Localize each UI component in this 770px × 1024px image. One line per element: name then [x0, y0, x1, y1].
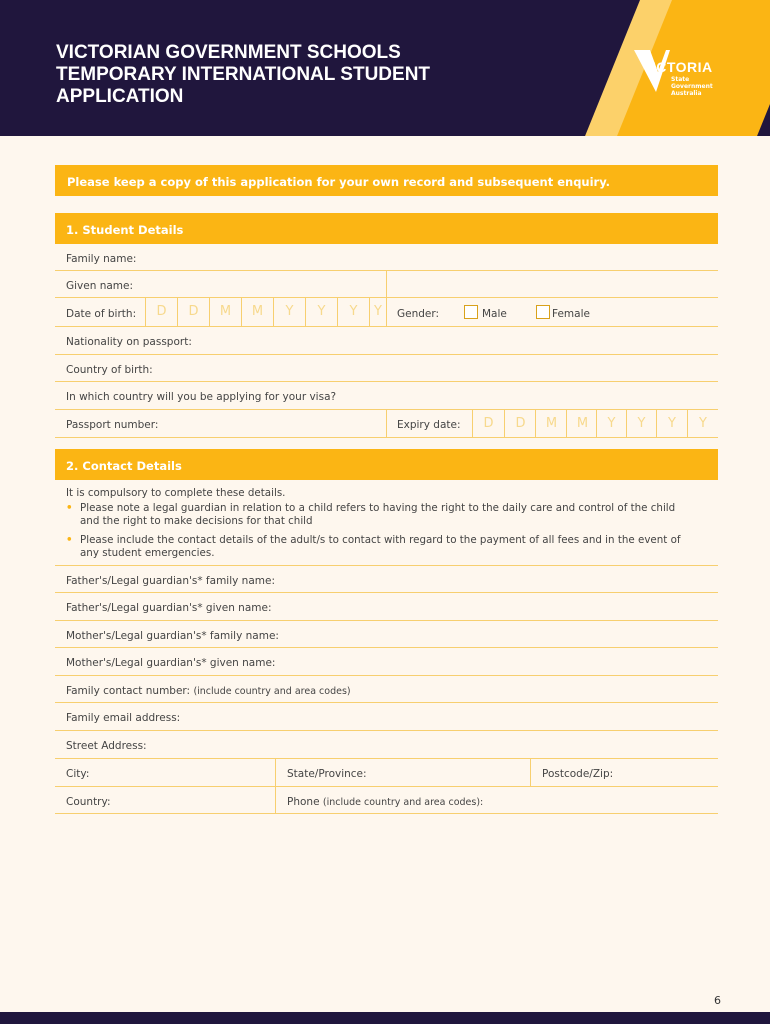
- expiry-year-4[interactable]: Y: [687, 410, 718, 437]
- expiry-month-2[interactable]: M: [566, 410, 598, 437]
- dob-label: Date of birth:: [66, 308, 137, 320]
- phone-text: Phone: [287, 796, 320, 808]
- mother-given-name-field[interactable]: [55, 648, 718, 676]
- divider: [386, 271, 387, 297]
- family-name-label: Family name:: [66, 253, 137, 265]
- divider: [275, 787, 276, 813]
- header-banner: [0, 0, 770, 136]
- country-label: Country:: [66, 796, 111, 808]
- visa-country-label: In which country will you be applying for your visa?: [66, 391, 337, 403]
- expiry-year-3[interactable]: Y: [656, 410, 687, 437]
- bullet1-line2: and the right to make decisions for that child: [80, 515, 313, 527]
- phone-hint: (include country and area codes):: [322, 797, 484, 808]
- bullet1-line1: Please note a legal guardian in relation to a child refers to having the right to the daily care and control of the child: [80, 502, 676, 514]
- dob-year-1[interactable]: Y: [273, 298, 305, 326]
- logo-sub-state: State: [671, 76, 690, 83]
- expiry-year-1[interactable]: Y: [596, 410, 626, 437]
- state-label: State/Province:: [287, 768, 367, 780]
- logo-word: VICTORIA: [642, 59, 713, 75]
- nationality-label: Nationality on passport:: [66, 336, 192, 348]
- mother-family-name-field[interactable]: [55, 621, 718, 648]
- passport-row: [55, 410, 718, 438]
- divider: [530, 759, 531, 786]
- mother-given-name-label: Mother's/Legal guardian's* given name:: [66, 657, 276, 669]
- dob-month-1[interactable]: M: [209, 298, 241, 326]
- postcode-label: Postcode/Zip:: [542, 768, 614, 780]
- nationality-field[interactable]: [55, 327, 718, 355]
- country-of-birth-label: Country of birth:: [66, 364, 153, 376]
- title-line-3: APPLICATION: [56, 86, 184, 107]
- family-contact-number-text: Family contact number:: [66, 685, 191, 697]
- dob-day-2[interactable]: D: [177, 298, 209, 326]
- male-checkbox[interactable]: [464, 305, 478, 319]
- gender-label: Gender:: [397, 308, 440, 320]
- expiry-day-2[interactable]: D: [504, 410, 536, 437]
- male-label: Male: [482, 308, 507, 320]
- phone-label: [287, 796, 483, 808]
- city-state-postcode-row: [55, 759, 718, 787]
- passport-label: Passport number:: [66, 419, 159, 431]
- bullet-text: [80, 534, 705, 560]
- city-label: City:: [66, 768, 90, 780]
- section-contact-details-header: 2. Contact Details: [55, 449, 718, 480]
- bullet-dot: •: [66, 534, 73, 546]
- mother-family-name-label: Mother's/Legal guardian's* family name:: [66, 630, 279, 642]
- family-name-field[interactable]: [55, 244, 718, 271]
- dob-day-1[interactable]: D: [145, 298, 177, 326]
- given-name-label: Given name:: [66, 280, 134, 292]
- divider: [386, 298, 387, 326]
- bullet-dot: •: [66, 502, 73, 514]
- notice-banner: Please keep a copy of this application for your own record and subsequent enquiry.: [55, 165, 718, 196]
- father-given-name-field[interactable]: [55, 593, 718, 621]
- bullet2-line2: any student emergencies.: [80, 547, 215, 559]
- father-given-name-label: Father's/Legal guardian's* given name:: [66, 602, 272, 614]
- country-phone-row: [55, 787, 718, 814]
- given-name-field[interactable]: [55, 271, 718, 298]
- page-number: 6: [714, 994, 721, 1007]
- street-address-label: Street Address:: [66, 740, 147, 752]
- dob-gender-row: [55, 298, 718, 327]
- female-checkbox[interactable]: [536, 305, 550, 319]
- logo-subtitle: [671, 76, 741, 97]
- expiry-month-1[interactable]: M: [535, 410, 567, 437]
- visa-country-field[interactable]: [55, 382, 718, 410]
- title-line-2: TEMPORARY INTERNATIONAL STUDENT: [56, 64, 431, 85]
- footer-bar: [0, 1012, 770, 1024]
- form-title: [56, 42, 576, 108]
- logo-sub-government: Government: [671, 83, 713, 90]
- expiry-year-2[interactable]: Y: [626, 410, 656, 437]
- female-label: Female: [552, 308, 590, 320]
- dob-month-2[interactable]: M: [241, 298, 273, 326]
- dob-year-2[interactable]: Y: [305, 298, 337, 326]
- country-of-birth-field[interactable]: [55, 355, 718, 382]
- victoria-logo: [632, 44, 752, 104]
- expiry-day-1[interactable]: D: [472, 410, 504, 437]
- street-address-field[interactable]: [55, 731, 718, 759]
- family-contact-hint: (include country and area codes): [193, 686, 351, 697]
- bullet-contact-adults: [66, 534, 706, 562]
- title-line-1: VICTORIAN GOVERNMENT SCHOOLS: [56, 42, 401, 63]
- family-contact-number-field[interactable]: [55, 676, 718, 703]
- compulsory-note: It is compulsory to complete these details.: [66, 487, 286, 499]
- bullet2-line1: Please include the contact details of the adult/s to contact with regard to the payment of all fees and in the event of: [80, 534, 681, 546]
- dob-year-4[interactable]: Y: [369, 298, 386, 326]
- father-family-name-label: Father's/Legal guardian's* family name:: [66, 575, 275, 587]
- divider: [386, 410, 387, 437]
- father-family-name-field[interactable]: [55, 566, 718, 593]
- divider: [275, 759, 276, 786]
- family-email-field[interactable]: [55, 703, 718, 731]
- bullet-legal-guardian: [66, 502, 706, 530]
- logo-sub-australia: Australia: [671, 90, 702, 97]
- dob-year-3[interactable]: Y: [337, 298, 369, 326]
- section-student-details-header: 1. Student Details: [55, 213, 718, 244]
- expiry-label: Expiry date:: [397, 419, 461, 431]
- bullet-text: [80, 502, 705, 528]
- family-email-label: Family email address:: [66, 712, 181, 724]
- family-contact-number-label: [66, 685, 351, 697]
